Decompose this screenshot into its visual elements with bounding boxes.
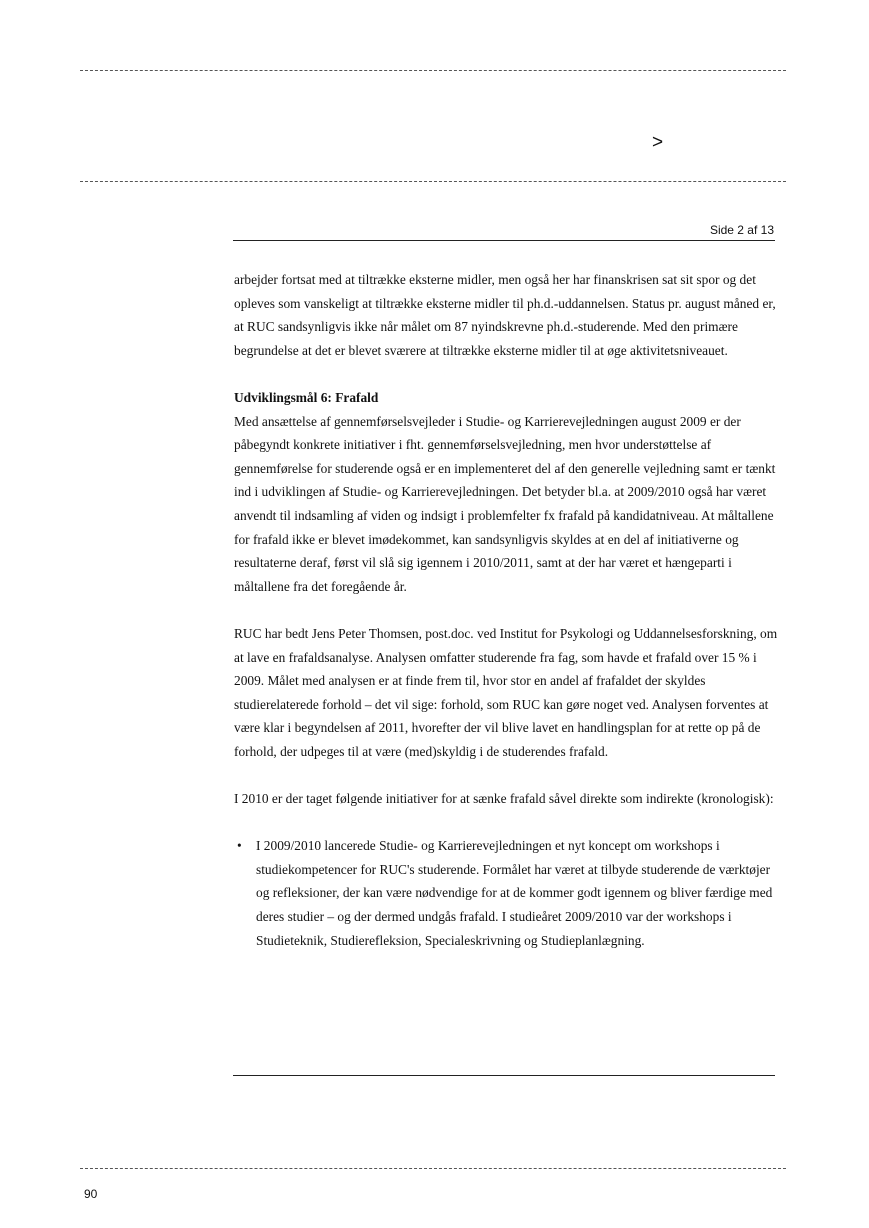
footer-dashed-line: [80, 1168, 786, 1169]
document-body: [234, 268, 779, 952]
paragraph-gap: [234, 811, 779, 835]
list-item: • I 2009/2010 lancerede Studie- og Karrierevejledningen et nyt koncept om workshops i studiekompetencer for RUC's studerende. Formålet har været at tilbyde studerende de værktøjer og refleksioner, der kan være nødvendige for at de kommer godt igennem og bliver færdige med deres studier – og der dermed undgås frafald. I studieåret 2009/2010 var der workshops i Studieteknik, Studierefleksion, Specialeskrivning og Studieplanlægning.: [234, 834, 779, 952]
section-heading: Udviklingsmål 6: Frafald: [234, 389, 379, 405]
paragraph-4: I 2010 er der taget følgende initiativer for at sænke frafald såvel direkte som indirekte (kronologisk):: [234, 791, 774, 807]
header-arrow: >: [652, 132, 664, 153]
paragraph-gap: [234, 763, 779, 787]
header-bottom-dashed-line: [80, 181, 786, 182]
page-number: 90: [84, 1187, 98, 1201]
top-rule: [233, 240, 775, 241]
paragraph-gap: [234, 598, 779, 622]
paragraph-2: Med ansættelse af gennemførselsvejleder i Studie- og Karrierevejledningen august 2009 er der påbegyndt konkrete initiativer i fht. gennemførselsvejledning, men hvor understøttelse af gennemførelse for studerende også er en implementeret del af den generelle vejledning samt er tænkt ind i udviklingen af Studie- og Karrierevejledningen. Det betyder bl.a. at 2009/2010 også har været anvendt til indsamling af viden og indsigt i problemfelter fx frafald på kandidatniveau. At måltallene for frafald ikke er blevet imødekommet, kan sandsynligvis skyldes at en del af initiativerne og resultaterne deraf, først vil slå sig igennem i 2010/2011, samt at der har været et hængeparti i måltallene fra det foregående år.: [234, 413, 776, 594]
paragraph-3: RUC har bedt Jens Peter Thomsen, post.doc. ved Institut for Psykologi og Uddannelsesforskning, om at lave en frafaldsanalyse. Analysen omfatter studerende fra fag, som havde et frafald over 15 % i 2009. Målet med analysen er at finde frem til, hvor stor en andel af frafaldet der skyldes studierelaterede forhold – det vil sige: forhold, som RUC kan gøre noget ved. Analysen forventes at være klar i begyndelsen af 2011, hvorefter der vil blive lavet en handlingsplan for at rette op på de forhold, der udpeges til at være (med)skyldig i de studerendes frafald.: [234, 625, 778, 759]
header-top-dashed-line: [80, 70, 786, 71]
page-label: Side 2 af 13: [709, 223, 774, 237]
paragraph-1: arbejder fortsat med at tiltrække eksterne midler, men også her har finanskrisen sat sit spor og det opleves som vanskeligt at tiltrække eksterne midler til ph.d.-uddannelsen. Status pr. august måned er, at RUC sandsynligvis ikke når målet om 87 nyindskrevne ph.d.-studerende. Med den primære begrundelse at det er blevet sværere at tiltrække eksterne midler til at øge aktivitetsniveauet.: [234, 272, 776, 358]
initiatives-list: [234, 834, 779, 952]
paragraph-gap: [234, 362, 779, 386]
bottom-rule: [233, 1075, 775, 1076]
